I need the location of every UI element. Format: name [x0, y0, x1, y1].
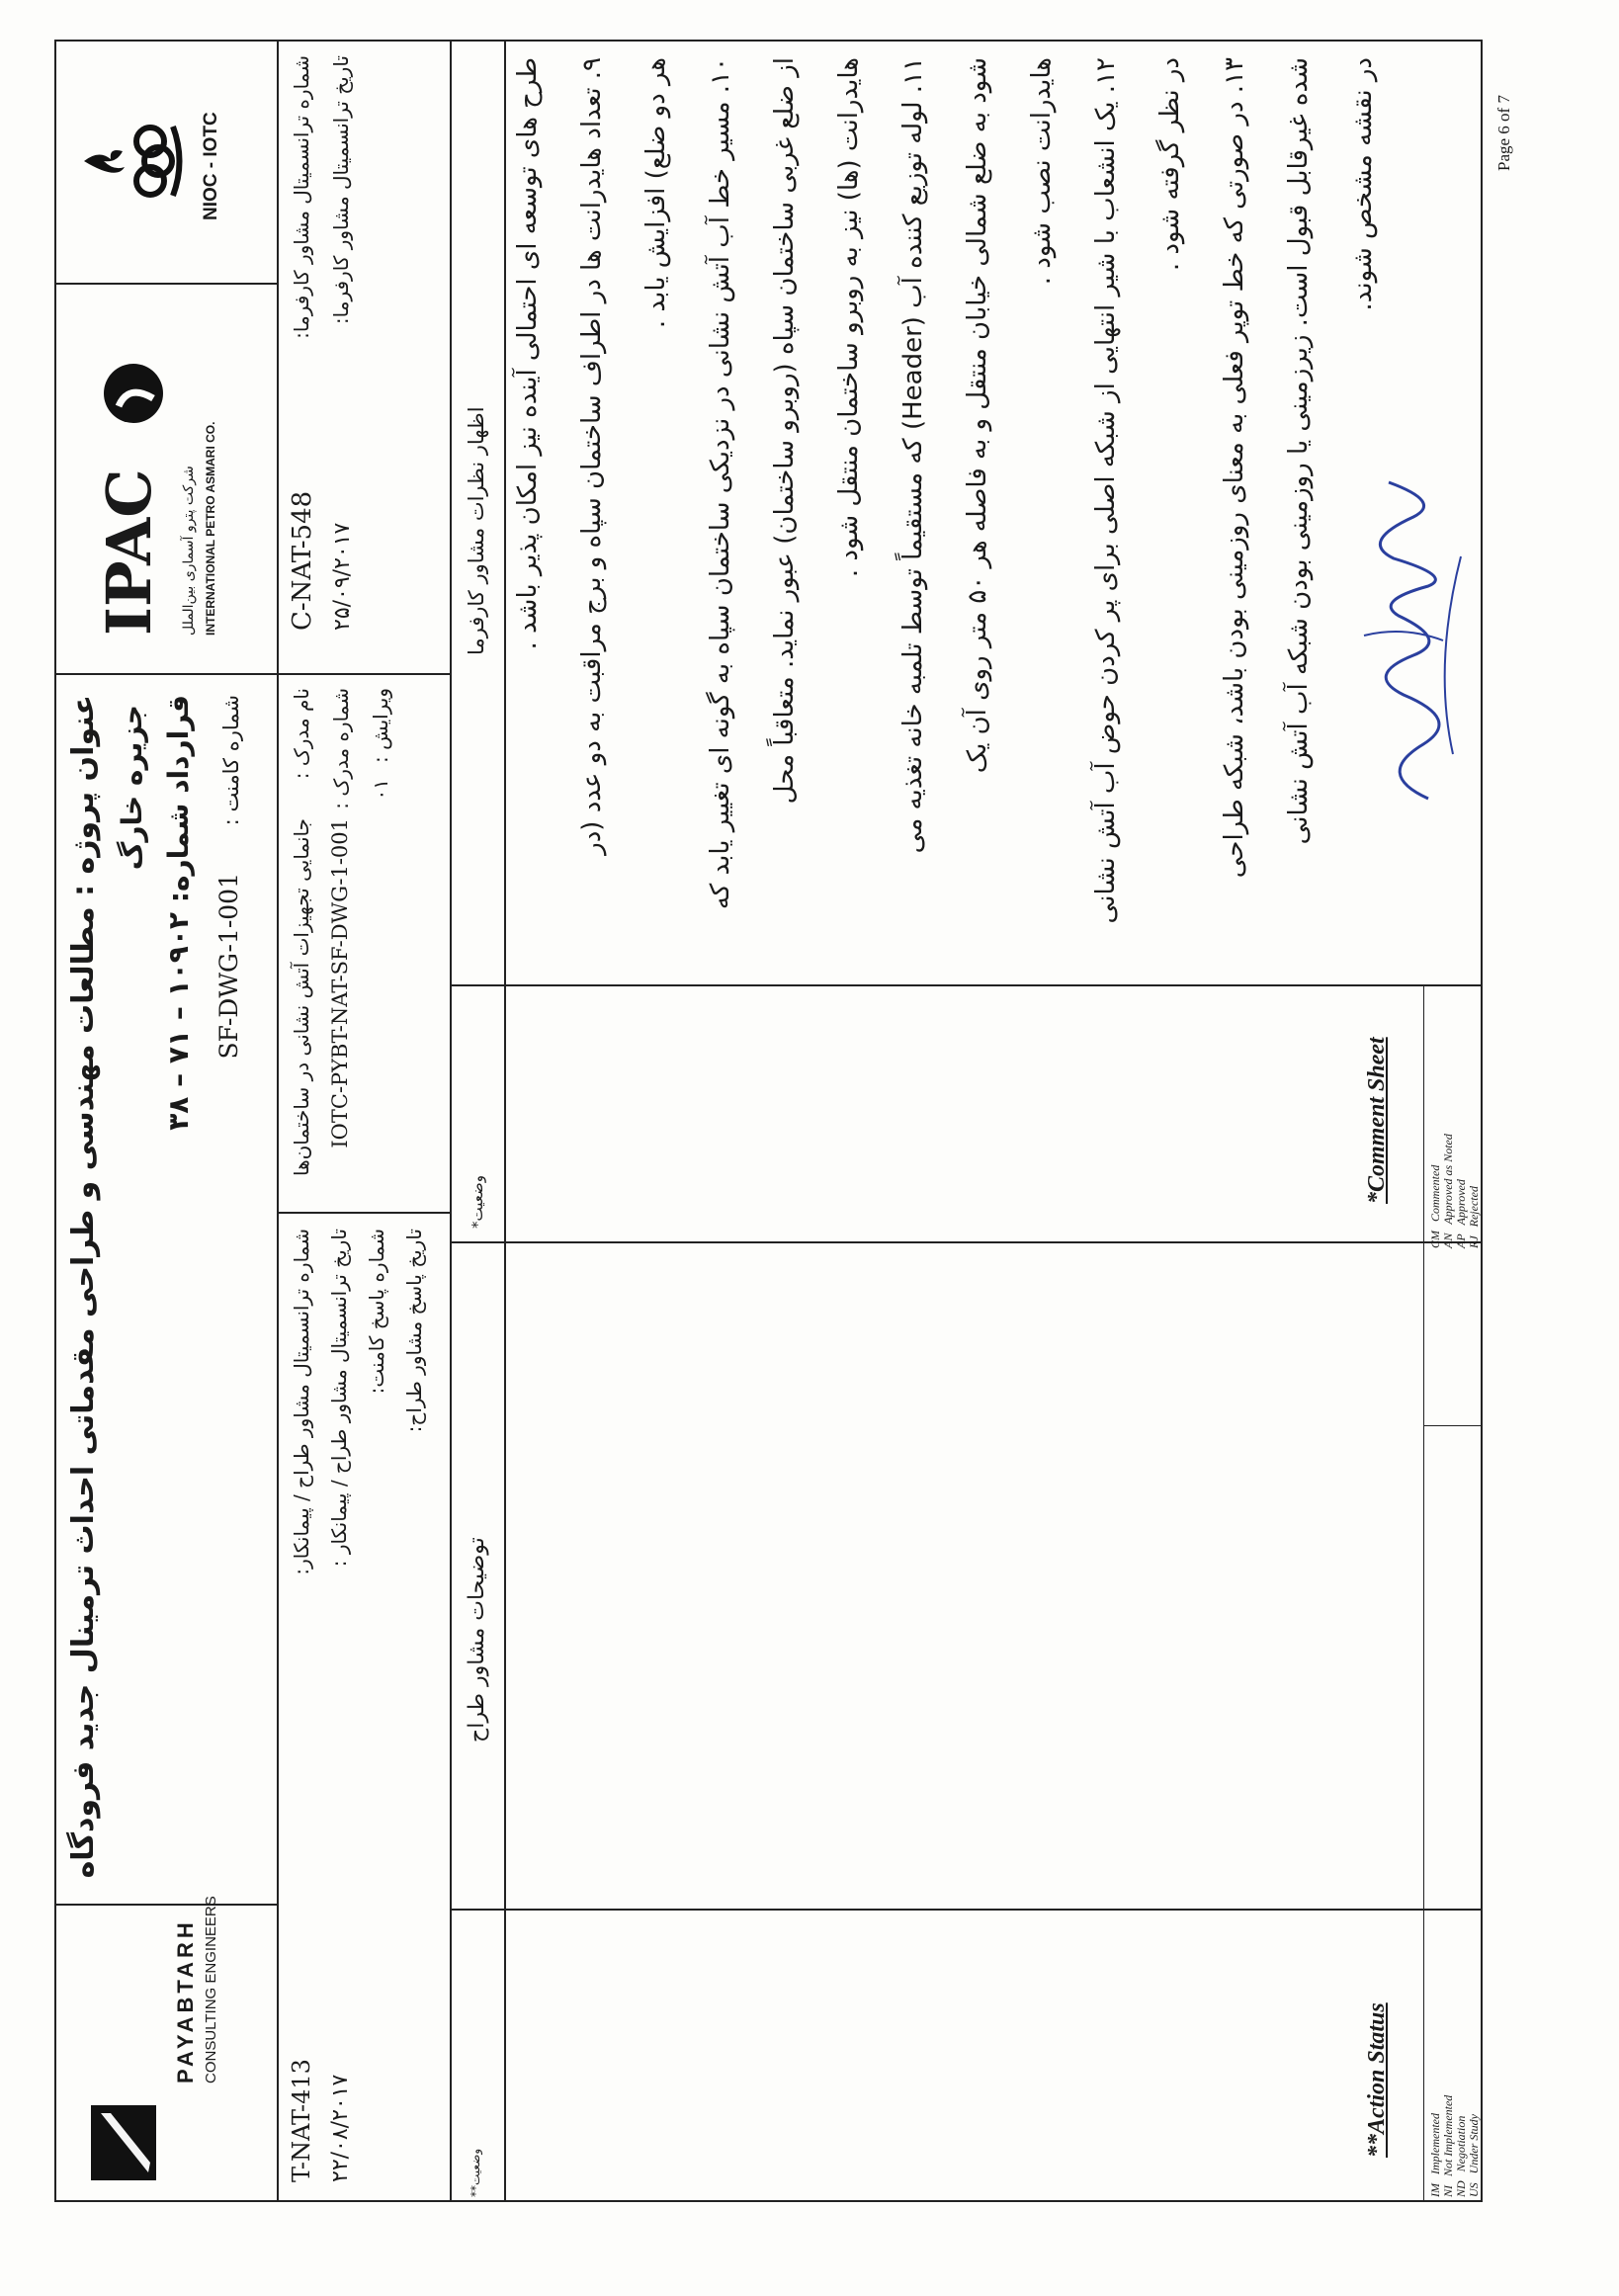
- nioc-iotc-logo: [64, 49, 267, 275]
- payabtarh-logo: [69, 1896, 267, 2192]
- ipac-english: INTERNATIONAL PETRO ASMARI CO.: [204, 421, 217, 636]
- comment-lines: [514, 47, 1443, 977]
- comment-number-value: SF-DWG-1-001: [214, 873, 243, 1060]
- ipac-mark-icon: [99, 359, 168, 428]
- comment-line: ۱۲. یک انشعاب با شیر انتهایی از شبکه اصلی برای پر کردن حوض آب آتش نشانی: [1091, 57, 1121, 924]
- sheet-code: RJ: [1467, 1235, 1481, 1248]
- status-label: Negotiation: [1454, 2115, 1468, 2172]
- comment-line: طرح های توسعه ای احتمالی آینده نیز امکان پذیر باشد .: [513, 57, 543, 650]
- status-label: Not Implemented: [1441, 2094, 1455, 2176]
- header-vsep-4: [277, 1212, 450, 1214]
- comment-line: در نقشه مشخص شوند.: [1348, 57, 1378, 311]
- consultant-transmittal-date-value: ۲۵/۰۹/۲۰۱۷: [330, 522, 355, 631]
- status-label: Implemented: [1428, 2113, 1442, 2174]
- comment-line: شده غیرقابل قبول است. زیرزمینی یا روزمینی بودن شبکه آب آتش نشانی: [1284, 57, 1314, 845]
- header-vsep-3: [54, 673, 277, 675]
- designer-transmittal-date-label: تاریخ ترانسمیتال مشاور طراح / پیمانکار :: [327, 1229, 351, 1568]
- comment-line: در نظر گرفته شود .: [1155, 57, 1185, 272]
- project-title-block: [59, 685, 272, 1896]
- handwritten-signature: [1334, 468, 1483, 813]
- status-header: وضعیت*: [469, 1175, 486, 1229]
- document-number-label: شماره مدرک :: [329, 688, 353, 809]
- consultant-transmittal-date-label: تاریخ ترانسمیتال مشاور کارفرما:: [329, 55, 353, 325]
- action-status-list: [1429, 1802, 1481, 2197]
- nioc-iotc-text: NIOC - IOTC: [201, 112, 221, 220]
- comment-reply-number-label: شماره پاسخ کامنت:: [365, 1229, 388, 1395]
- table-vsep-middle: [450, 1241, 1481, 1243]
- revision-label: ویرایش :: [369, 688, 392, 763]
- comment-line: هر دو ضلع) افزایش یابد .: [641, 57, 671, 329]
- document-name-label: نام مدرک :: [290, 688, 313, 780]
- header-vsep-5: [277, 673, 450, 675]
- payabtarh-mark-icon: [89, 2103, 158, 2182]
- payabtarh-name: PAYABTARH: [173, 1918, 198, 2083]
- header-vsep-2: [54, 283, 277, 285]
- ipac-name: IPAC: [93, 468, 165, 636]
- consultant-transmittal-number-value: C-NAT-548: [288, 490, 317, 631]
- page-indicator: Page 6 of 7: [1494, 95, 1513, 171]
- header-line-2: [450, 40, 452, 2202]
- designer-reply-date-label: تاریخ پاسخ مشاور طراح:: [402, 1229, 426, 1433]
- sheet-label: Approved: [1454, 1179, 1468, 1226]
- sheet-code: AP: [1454, 1233, 1468, 1248]
- status-label: Under Study: [1467, 2114, 1481, 2174]
- designer-status-header: وضعیت**: [469, 2148, 482, 2197]
- table-vsep-status-left: [450, 1909, 1481, 1911]
- status-code: US: [1467, 2182, 1481, 2197]
- comment-line: ۹. تعداد هایدرانت ها در اطراف ساختمان سپاه و برج مراقبت به دو عدد (در: [577, 57, 607, 855]
- comment-line: هایدرانت (ها) نیز به روبرو ساختمان منتقل شود .: [834, 57, 864, 578]
- designer-transmittal-number-label: شماره ترانسمیتال مشاور طراح / پیمانکار:: [290, 1229, 313, 1575]
- project-location: جزیره خارگ: [116, 705, 148, 871]
- header-vsep-1: [54, 1904, 277, 1906]
- project-title: عنوان پروژه : مطالعات مهندسی و طراحی مقدماتی احداث ترمینال جدید فرودگاه: [66, 695, 101, 1879]
- designer-transmittal-date-value: ۲۲/۰۸/۲۰۱۷: [328, 2074, 353, 2182]
- frame-bottom: [1481, 40, 1483, 2202]
- payabtarh-subtitle: CONSULTING ENGINEERS: [203, 1896, 219, 2083]
- frame-left: [54, 2200, 1483, 2202]
- revision-value: ۰۱: [369, 779, 392, 801]
- comment-line: ۱۳. در صورتی که خط توپر فعلی به معنای روزمینی بودن باشد، شبکه طراحی: [1220, 57, 1249, 879]
- status-code: NI: [1441, 2185, 1455, 2197]
- table-header-line: [504, 40, 506, 2202]
- action-status-title: **Action Status: [1364, 2002, 1390, 2158]
- employer-transmittal-block: [287, 47, 445, 670]
- nioc-flame-icon: [79, 112, 188, 211]
- comment-line: شود به ضلع شمالی خیابان منتقل و به فاصله هر ۵۰ متر روی آن یک: [963, 57, 992, 774]
- comment-line: از ضلع غربی ساختمان سپاه (روبرو ساختمان) عبور نماید. متعاقباً محل: [770, 57, 800, 805]
- comment-number-label: شماره کامنت :: [219, 695, 243, 826]
- comment-sheet-title: *Comment Sheet: [1364, 1037, 1390, 1204]
- header-line-1: [277, 40, 279, 2202]
- sheet-code: AN: [1441, 1233, 1455, 1248]
- frame-right: [54, 40, 1483, 42]
- legend-vsep-1: [1423, 1425, 1483, 1426]
- designer-explanations-header: توضیحات مشاور طراح: [465, 1537, 489, 1743]
- sheet-code: CM: [1428, 1231, 1442, 1248]
- action-status-item: [1468, 2114, 1482, 2197]
- comment-sheet-item: [1468, 1186, 1482, 1248]
- document-name-value: جانمایی تجهیزات آتش نشانی در ساختمان‌ها: [290, 818, 313, 1177]
- comment-sheet-list: [1429, 952, 1481, 1248]
- comment-line: ۱۰. مسیر خط آب آتش نشانی در نزدیکی ساختمان سپاه به گونه ای تغییر یابد که: [706, 57, 735, 910]
- contract-number: قرارداد شماره: ۱۰۹۰۲ – ۷۱ – ۳۸: [162, 695, 195, 1131]
- table-vsep-status-right: [450, 984, 1481, 986]
- sheet-label: Approved as Noted: [1441, 1134, 1455, 1225]
- ipac-logo: [64, 295, 267, 660]
- sheet-label: Commented: [1428, 1164, 1442, 1222]
- ipac-persian: شرکت پترو آسماری بین‌الملل: [181, 466, 197, 636]
- legend-top-line: [1423, 986, 1424, 2202]
- designer-transmittal-block: [287, 1219, 445, 2192]
- employer-comments-header: اظهار نظرات مشاور کارفرما: [465, 406, 488, 655]
- document-number-value: IOTC-PYBT-NAT-SF-DWG-1-001: [328, 818, 352, 1148]
- status-code: IM: [1428, 2183, 1442, 2197]
- designer-transmittal-number-value: T-NAT-413: [288, 2059, 315, 2182]
- status-code: ND: [1454, 2180, 1468, 2197]
- consultant-transmittal-number-label: شماره ترانسمیتال مشاور کارفرما:: [290, 55, 313, 339]
- document-info-block: [287, 680, 445, 1209]
- sheet-label: Rejected: [1467, 1186, 1481, 1228]
- comment-line: ۱۱. لوله توزیع کننده آب (Header) که مستقیماً توسط تلمبه خانه تغذیه می: [898, 57, 928, 854]
- frame-top: [54, 40, 56, 2202]
- comment-line: هایدرانت نصب شود .: [1027, 57, 1057, 286]
